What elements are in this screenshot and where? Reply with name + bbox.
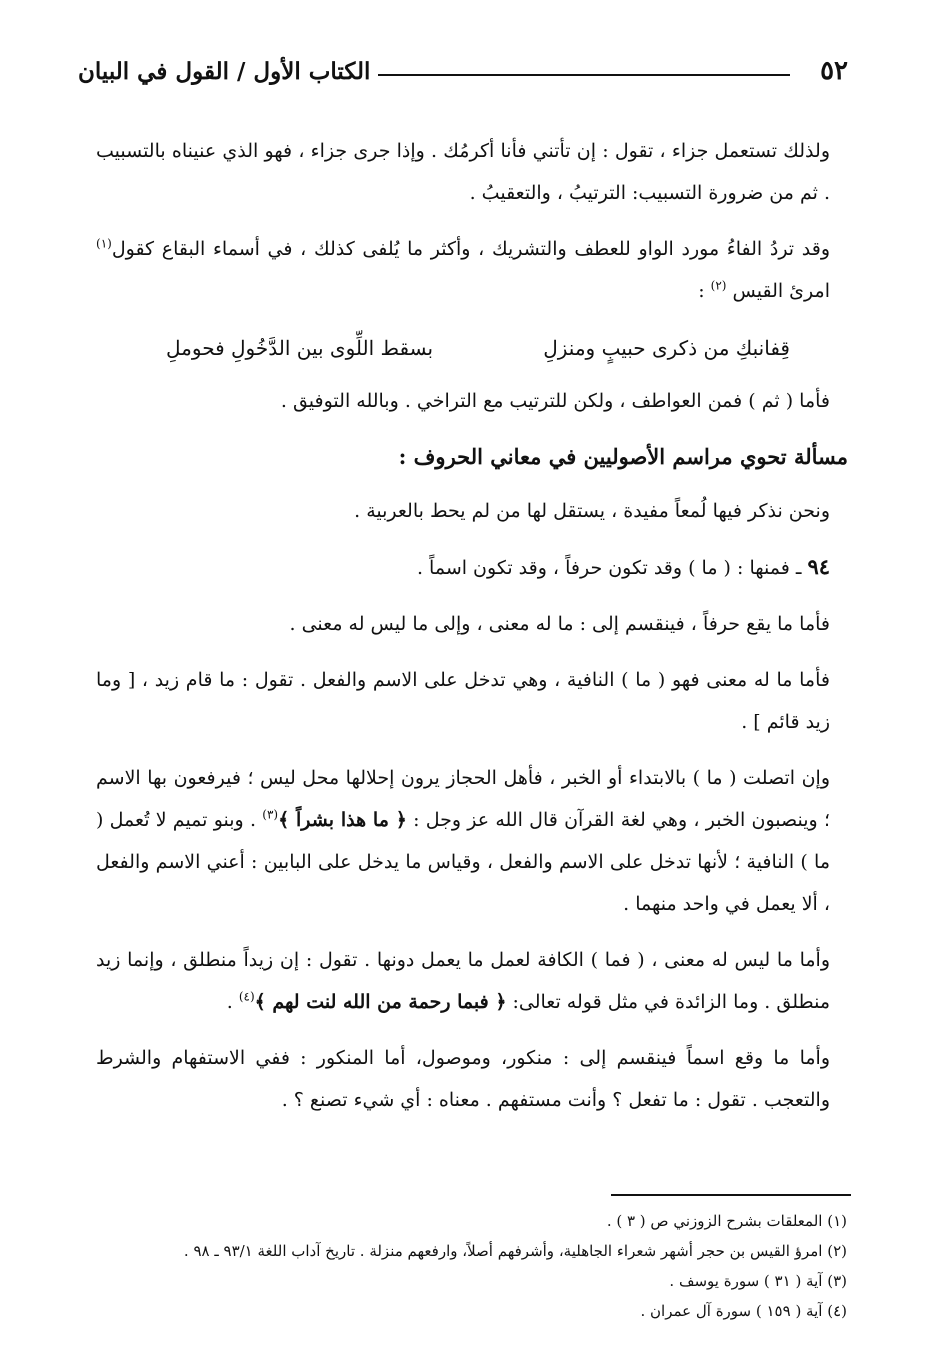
paragraph-text: وأما ما ليس له معنى ، ( فما ) الكافة لعمل ما يعمل دونها . تقول : إن زيداً منطلق ، وإنما زيد منطلق . وما الزائدة في مثل قوله تعالى: — [96, 949, 830, 1013]
numbered-paragraph — [96, 546, 848, 589]
footnote-rule — [611, 1194, 851, 1196]
footnote-ref: (٢) — [710, 278, 727, 293]
paragraph: فأما ( ثم ) فمن العواطف ، ولكن للترتيب مع التراخي . وبالله التوفيق . — [280, 390, 830, 412]
paragraph: فأما ما يقع حرفاً ، فينقسم إلى : ما له معنى ، وإلى ما ليس له معنى . — [289, 613, 830, 635]
paragraph — [96, 228, 848, 312]
running-title: الكتاب الأول / القول في البيان — [78, 58, 371, 85]
page-number: ٥٢ — [820, 56, 848, 86]
paragraph-text: وإن اتصلت ( ما ) بالابتداء أو الخبر ، فأهل الحجاز يرون إحلالها محل ليس ؛ فيرفعون بها الاسم ؛ وينصبون الخبر ، وهي لغة القرآن قال الله عز وجل : — [96, 767, 830, 831]
paragraph-number: ٩٤ — [807, 554, 830, 579]
paragraph: فأما ما له معنى فهو ( ما ) النافية ، وهي تدخل على الاسم والفعل . تقول : ما قام زيد ، [ وما زيد قائم ] . — [96, 669, 830, 733]
main-text — [96, 130, 848, 1135]
footnote: (٤) آية ( ١٥٩ ) سورة آل عمران . — [640, 1302, 847, 1320]
section-heading: مسألة تحوي مراسم الأصوليين في معاني الحروف : — [398, 444, 848, 469]
footnotes — [97, 1206, 847, 1326]
paragraph: ونحن نذكر فيها لُمعاً مفيدة ، يستقل لها من لم يحط بالعربية . — [354, 500, 830, 522]
footnote-ref: (٣) — [262, 807, 279, 822]
paragraph-text: : — [698, 280, 711, 302]
paragraph — [96, 939, 848, 1023]
footnote-ref: (٤) — [238, 989, 255, 1004]
footnote-ref: (١) — [96, 236, 112, 251]
quran-quote: ﴿ فبما رحمة من الله لنت لهم ﴾ — [254, 991, 507, 1013]
verse-first-hemistich: قِفانبكِ من ذكرى حبيبٍ ومنزلِ — [543, 336, 790, 360]
quran-quote: ﴿ ما هذا بشراً ﴾ — [278, 809, 407, 831]
paragraph-text: . — [226, 991, 239, 1013]
page-header — [78, 56, 848, 100]
poetry-verse — [96, 326, 848, 370]
footnote: (٢) امرؤ القيس بن حجر أشهر شعراء الجاهلية، وأشرفهم أصلاً، وارفعهم منزلة . تاريخ آداب اللغة ٩٣/١ ـ ٩٨ . — [183, 1242, 847, 1260]
paragraph: وأما ما وقع اسماً فينقسم إلى : منكور، وموصول، أما المنكور : ففي الاستفهام والشرط والتعجب . تقول : ما تفعل ؟ وأنت مستفهم . معناه : أي شيء تصنع ؟ . — [96, 1047, 830, 1111]
paragraph-text: . وبنو تميم لا تُعمل ( ما ) النافية ؛ لأنها تدخل على الاسم والفعل ، وقياس ما يدخل على البابين : أعني الاسم والفعل ، ألا يعمل في واحد منهما . — [96, 809, 830, 915]
header-rule — [378, 74, 790, 76]
paragraph: ولذلك تستعمل جزاء ، تقول : إن تأتني فأنا أكرمُك . وإذا جرى جزاء ، فهو الذي عنيناه بالتسبيب . ثم من ضرورة التسبيب: الترتيبُ ، والتعقيبُ . — [96, 140, 830, 204]
paragraph-text: ـ فمنها : ( ما ) وقد تكون حرفاً ، وقد تكون اسماً . — [416, 557, 808, 579]
footnote: (٣) آية ( ٣١ ) سورة يوسف . — [669, 1272, 847, 1290]
paragraph — [96, 757, 848, 925]
verse-second-hemistich: بسقط اللِّوى بين الدَّخُولِ فحوملِ — [166, 336, 434, 360]
paragraph-text: وقد تردُ الفاءُ مورد الواو للعطف والتشريك ، وأكثر ما يُلفى كذلك ، في أسماء البقاع كقول — [111, 238, 830, 260]
paragraph-text: امرئ القيس — [726, 280, 830, 302]
footnote: (١) المعلقات بشرح الزوزني ص ( ٣ ) . — [606, 1212, 847, 1230]
